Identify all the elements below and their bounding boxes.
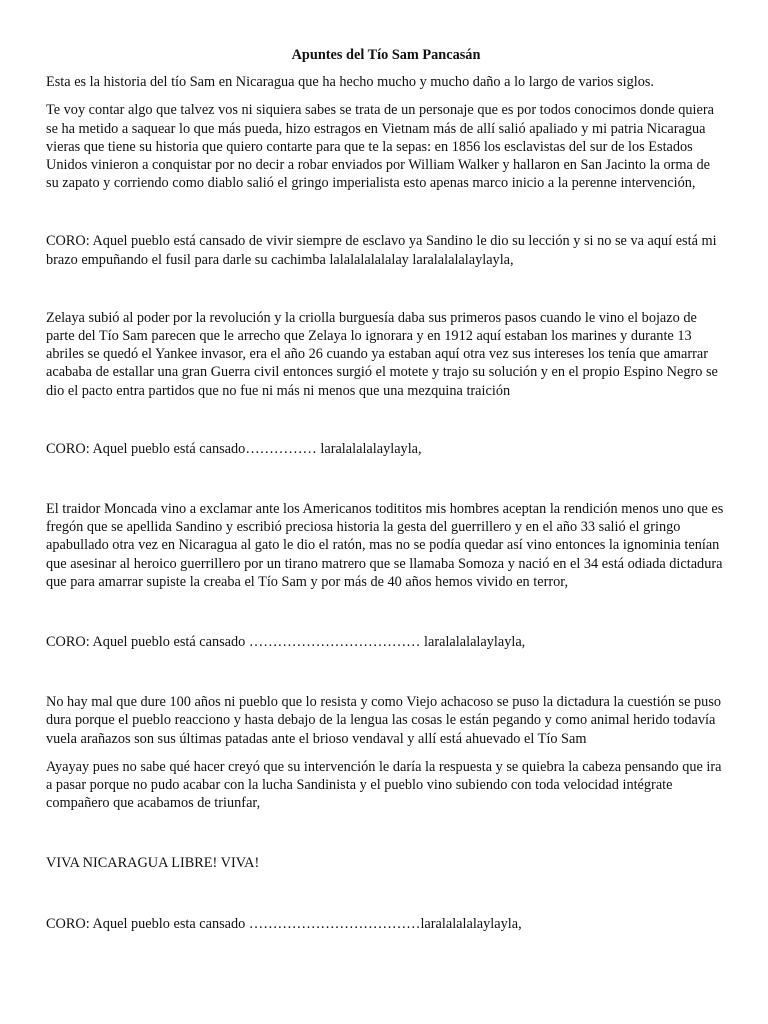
verse-paragraph: El traidor Moncada vino a exclamar ante los Americanos todititos mis hombres aceptan la rendición menos uno que es fregón que se apellida Sandino y escribió preciosa historia la gesta del guerrillero y en el año 33 salió el gringo apabullado otra vez en Nicaragua al gato le dio el ratón, mas no se podía quedar así vino entonces la ignominia tenían que asesinar al heroico guerrillero por un tirano matrero que se llamaba Somoza y nació en el 34 está odiada dictadura que para amarrar supiste la creaba el Tío Sam y por más de 40 años hemos vivido en terror, [46,501,724,590]
verse-paragraph: Ayayay pues no sabe qué hacer creyó que su intervención le daría la respuesta y se quiebra la cabeza pensando que ira a pasar porque no pudo acabar con la lucha Sandinista y el pueblo vino subiendo con toda velocidad intégrate compañero que acabamos de triunfar, [46,758,722,812]
chorus-paragraph: CORO: Aquel pueblo esta cansado ………………………………laralalalalaylayla, [46,915,522,932]
chorus-paragraph: CORO: Aquel pueblo está cansado ……………………………… laralalalalaylayla, [46,634,526,651]
verse-paragraph: No hay mal que dure 100 años ni pueblo que lo resista y como Viejo achacoso se puso la dictadura la cuestión se puso dura porque el pueblo reacciono y hasta debajo de la lengua las cosas le están pegando y como animal herido todavía vuela arañazos son sus últimas patadas ante el brioso vendaval y allí está ahuevado el Tío Sam [46,694,722,747]
verse-paragraph: Zelaya subió al poder por la revolución y la criolla burguesía daba sus primeros pasos cuando le vino el bojazo de parte del Tío Sam parecen que le arrecho que Zelaya lo ignorara y en 1912 aquí estaban los marines y durante 13 abriles se quedó el Yankee invasor, era el año 26 cuando ya estaban aquí otra vez sus intereses los tenía que amarrar acababa de estallar una gran Guerra civil entonces surgió el motete y trajo su solución y en el propio Espino Negro se dio el pacto entra partidos que no fue ni más ni menos que una mezquina traición [46,309,718,399]
chorus-paragraph: CORO: Aquel pueblo está cansado…………… laralalalalaylayla, [46,440,422,457]
document-page [46,46,726,933]
closing-cheer: VIVA NICARAGUA LIBRE! VIVA! [46,855,260,872]
intro-paragraph: Esta es la historia del tío Sam en Nicaragua que ha hecho mucho y mucho daño a lo largo de varios siglos. [46,74,654,91]
chorus-paragraph: CORO: Aquel pueblo está cansado de vivir siempre de esclavo ya Sandino le dio su lección y si no se va aquí está mi brazo empuñando el fusil para darle su cachimba lalalalalalalay laralalalalaylayla, [46,233,717,268]
document-title: Apuntes del Tío Sam Pancasán [291,47,481,63]
verse-paragraph: Te voy contar algo que talvez vos ni siquiera sabes se trata de un personaje que es por todos conocimos donde quiera se ha metido a saquear lo que más pueda, hizo estragos en Vietnam más de allí salió apaliado y mi patria Nicaragua vieras que tiene su historia que quiero contarte para que te la sepas: en 1856 los esclavistas del sur de los Estados Unidos vinieron a conquistar por no decir a robar enviados por William Walker y hallaron en San Jacinto la orma de su zapato y corriendo como diablo salió el gringo imperialista esto apenas marco inicio a la perenne intervención, [46,102,714,192]
